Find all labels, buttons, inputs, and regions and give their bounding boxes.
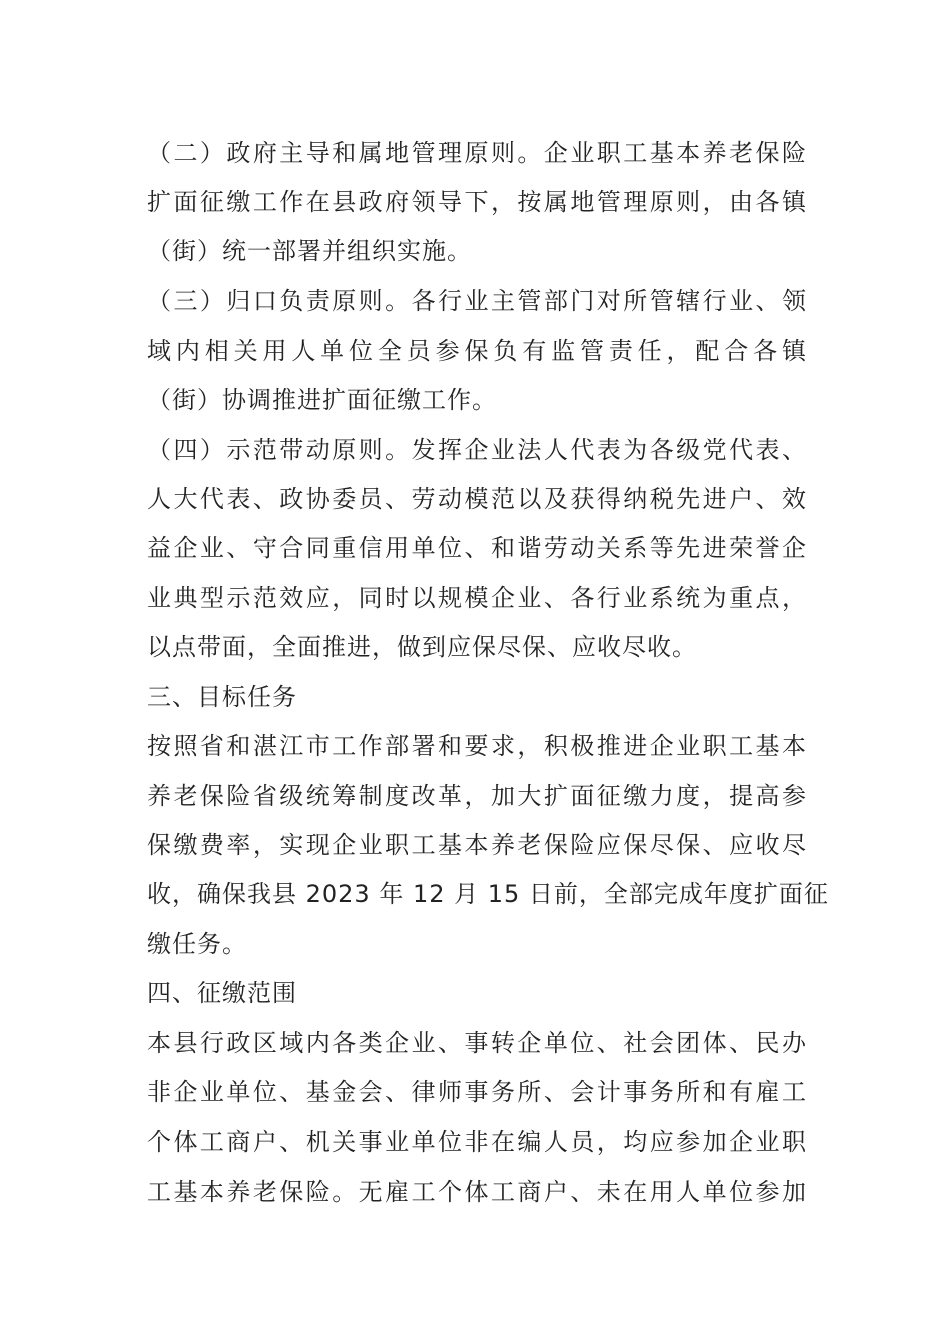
paragraph-principle-4-line-5: 以点带面，全面推进，做到应保尽保、应收尽收。 [147,633,697,661]
paragraph-scope-line-2: 非企业单位、基金会、律师事务所、会计事务所和有雇工 [147,1078,807,1106]
paragraph-principle-4-line-2: 人大代表、政协委员、劳动模范以及获得纳税先进户、效 [147,485,807,513]
paragraph-goals-line-4: 收，确保我县 2023 年 12 月 15 日前，全部完成年度扩面征 [147,880,829,908]
paragraph-principle-2-line-1: （二）政府主导和属地管理原则。企业职工基本养老保险 [147,139,807,167]
paragraph-scope-line-4: 工基本养老保险。无雇工个体工商户、未在用人单位参加 [147,1178,807,1206]
section-heading-scope: 四、征缴范围 [147,979,297,1007]
paragraph-principle-3-line-2: 域内相关用人单位全员参保负有监管责任，配合各镇 [147,337,807,365]
paragraph-goals-line-2: 养老保险省级统筹制度改革，加大扩面征缴力度，提高参 [147,782,807,810]
paragraph-principle-4-line-1: （四）示范带动原则。发挥企业法人代表为各级党代表、 [147,436,807,464]
paragraph-principle-2-line-3: （街）统一部署并组织实施。 [147,237,472,265]
paragraph-principle-3-line-1: （三）归口负责原则。各行业主管部门对所管辖行业、领 [147,287,807,315]
paragraph-principle-3-line-3: （街）协调推进扩面征缴工作。 [147,386,497,414]
paragraph-principle-4-line-4: 业典型示范效应，同时以规模企业、各行业系统为重点， [147,584,807,612]
paragraph-goals-line-3: 保缴费率，实现企业职工基本养老保险应保尽保、应收尽 [147,831,807,859]
paragraph-scope-line-3: 个体工商户、机关事业单位非在编人员，均应参加企业职 [147,1128,807,1156]
paragraph-scope-line-1: 本县行政区域内各类企业、事转企单位、社会团体、民办 [147,1029,807,1057]
paragraph-goals-line-5: 缴任务。 [147,930,247,958]
paragraph-goals-line-1: 按照省和湛江市工作部署和要求，积极推进企业职工基本 [147,732,807,760]
paragraph-principle-4-line-3: 益企业、守合同重信用单位、和谐劳动关系等先进荣誉企 [147,534,807,562]
section-heading-goals: 三、目标任务 [147,683,297,711]
paragraph-principle-2-line-2: 扩面征缴工作在县政府领导下，按属地管理原则，由各镇 [147,188,807,216]
